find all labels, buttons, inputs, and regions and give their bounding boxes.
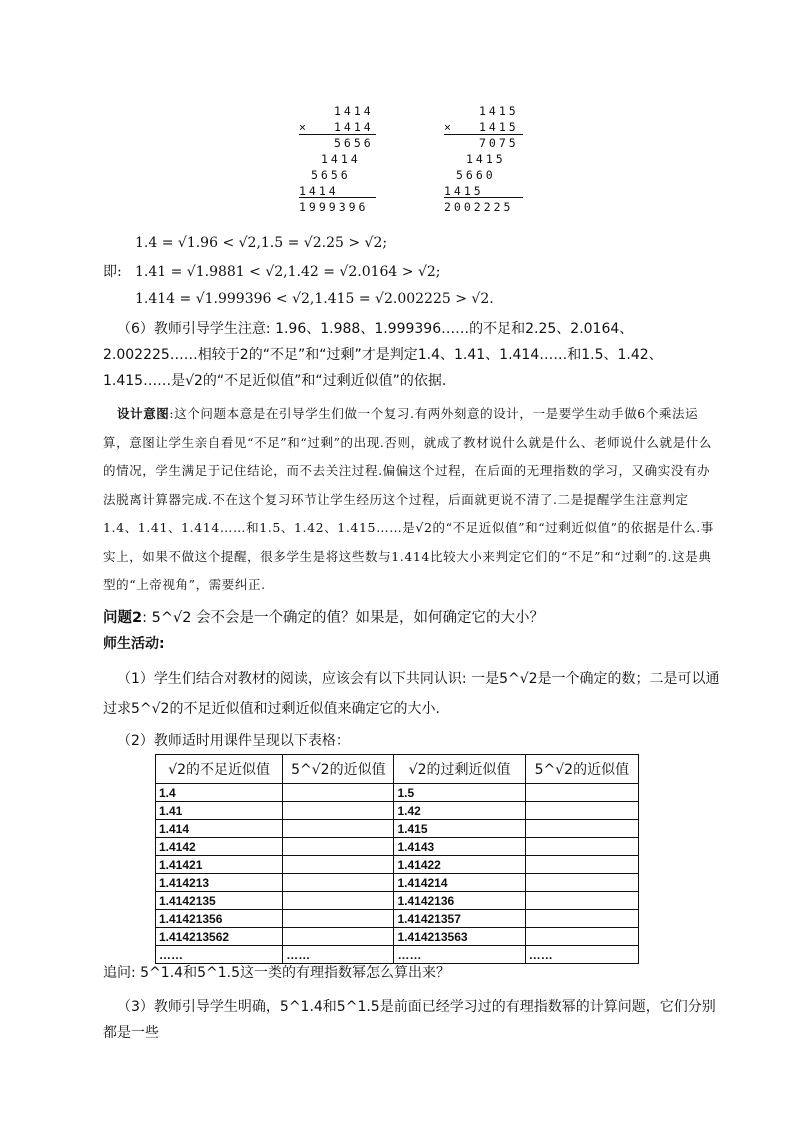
table-cell: 1.41421357 (394, 910, 525, 928)
table-row (156, 802, 639, 820)
operand-2: 1414 (334, 120, 374, 134)
approximation-table (155, 754, 639, 964)
item-3: （3）教师引导学生明确，5^1.4和5^1.5是前面已经学习过的有理指数幂的计算问题，它们分别都是一些 (103, 999, 716, 1041)
equations-intro: 即: (103, 264, 122, 280)
table-cell: 1.5 (394, 784, 525, 802)
operand-1: 1414 (334, 104, 374, 118)
table-cell (525, 892, 638, 910)
divider-line (444, 197, 523, 198)
table-row (156, 820, 639, 838)
operand-2: 1415 (479, 120, 519, 134)
table-row (156, 892, 639, 910)
table-cell: 1.414214 (394, 874, 525, 892)
table-row (156, 784, 639, 802)
table-cell: 1.42 (394, 802, 525, 820)
question-2-text: : 5^√2 会不会是一个确定的值？如果是，如何确定它的大小？ (142, 610, 545, 626)
multiply-sign: × (444, 120, 454, 134)
equation-line-1: 1.4 = √1.96 < √2,1.5 = √2.25 > √2; (135, 235, 388, 251)
table-row (156, 928, 639, 946)
follow-up-question: 追问: 5^1.4和5^1.5这一类的有理指数幂怎么算出来？ (103, 965, 450, 981)
table-cell (525, 910, 638, 928)
table-cell (283, 802, 394, 820)
table-cell: 1.414213 (156, 874, 283, 892)
table-cell: 1.4143 (394, 838, 525, 856)
table-cell: 1.4 (156, 784, 283, 802)
table-cell (283, 910, 394, 928)
table-cell (525, 820, 638, 838)
table-row (156, 910, 639, 928)
design-intent (103, 400, 723, 600)
table-cell (283, 874, 394, 892)
table-header-cell: √2的不足近似值 (156, 755, 283, 784)
table-cell: 1.41 (156, 802, 283, 820)
design-intent-text: :这个问题本意是在引导学生们做一个复习.有两外刻意的设计，一是要学生动手做6个乘法运算，意图让学生亲自看见“不足”和“过剩”的出现.否则，就成了教材说什么就是什么、老师说什么就是什么的情况，学生满足于记住结论，而不去关注过程.偏偏这个过程，在后面的无理指数的学习，又确实没有办法脱离计算器完成.不在这个复习环节让学生经历这个过程，后面就更说不清了.二是提醒学生注意判定1.4、1.41、1.414……和1.5、1.42、1.415……是√2的“不足近似值”和“过剩近似值”的依据是什么.事实上，如果不做这个提醒，很多学生是将这些数与1.414比较大小来判定它们的“不足”和“过剩”的.这是典型的“上帝视角”，需要纠正. (103, 406, 714, 592)
question-2-label: 问题2 (103, 610, 143, 626)
table-header-row (156, 755, 639, 784)
table-row (156, 856, 639, 874)
operand-1: 1415 (479, 104, 519, 118)
paragraph-6: （6）教师引导学生注意: 1.96、1.988、1.999396……的不足和2.25、2.0164、2.002225……相较于2的“不足”和“过剩”才是判定1.4、1.41、1.414……和1.5、1.42、1.415……是√2的“不足近似值”和“过剩近似值”的依据. (103, 321, 663, 389)
partial-product: 5656 (334, 136, 374, 150)
table-cell: …… (394, 946, 525, 964)
table-cell: 1.414213563 (394, 928, 525, 946)
table-cell (525, 802, 638, 820)
table-cell (283, 928, 394, 946)
table-cell: 1.414 (156, 820, 283, 838)
table-header-cell: √2的过剩近似值 (394, 755, 525, 784)
item-1: （1）学生们结合对教材的阅读，应该会有以下共同认识: 一是5^√2是一个确定的数；二是可以通过求5^√2的不足近似值和过剩近似值来确定它的大小. (103, 671, 720, 717)
table-cell (525, 874, 638, 892)
table-row (156, 838, 639, 856)
equation-line-2: 1.41 = √1.9881 < √2,1.42 = √2.0164 > √2; (135, 264, 441, 280)
partial-product: 1415 (466, 152, 506, 166)
table-cell: 1.41421 (156, 856, 283, 874)
table-cell (525, 856, 638, 874)
activity-label: 师生活动: (103, 636, 165, 652)
table-cell: …… (525, 946, 638, 964)
table-cell: …… (283, 946, 394, 964)
table-cell (525, 928, 638, 946)
table-cell: 1.4142136 (394, 892, 525, 910)
table-cell: 1.41421356 (156, 910, 283, 928)
divider-line (299, 197, 376, 198)
table-cell (283, 856, 394, 874)
partial-product: 1414 (299, 184, 339, 198)
item-2: （2）教师适时用课件呈现以下表格： (117, 733, 350, 749)
partial-product: 1414 (321, 152, 361, 166)
partial-product: 5660 (456, 168, 496, 182)
partial-product: 7075 (479, 136, 519, 150)
divider-line (444, 134, 523, 135)
table-cell: 1.414213562 (156, 928, 283, 946)
divider-line (299, 134, 376, 135)
table-cell: 1.415 (394, 820, 525, 838)
partial-product: 5656 (311, 168, 351, 182)
table-header-cell: 5^√2的近似值 (283, 755, 394, 784)
table-cell: …… (156, 946, 283, 964)
product-result: 2002225 (444, 200, 514, 214)
question-2 (103, 606, 544, 627)
table-cell: 1.41422 (394, 856, 525, 874)
table-cell: 1.4142135 (156, 892, 283, 910)
partial-product: 1415 (444, 184, 484, 198)
multiply-sign: × (299, 120, 309, 134)
design-intent-label: 设计意图 (117, 406, 170, 421)
equation-line-3: 1.414 = √1.999396 < √2,1.415 = √2.002225 > √2. (135, 291, 494, 307)
table-cell: 1.4142 (156, 838, 283, 856)
table-cell (525, 784, 638, 802)
table-row (156, 874, 639, 892)
table-row (156, 946, 639, 964)
table-cell (283, 784, 394, 802)
table-cell (283, 892, 394, 910)
table-cell (283, 820, 394, 838)
table-header-cell: 5^√2的近似值 (525, 755, 638, 784)
product-result: 1999396 (299, 200, 369, 214)
table-cell (525, 838, 638, 856)
table-cell (283, 838, 394, 856)
